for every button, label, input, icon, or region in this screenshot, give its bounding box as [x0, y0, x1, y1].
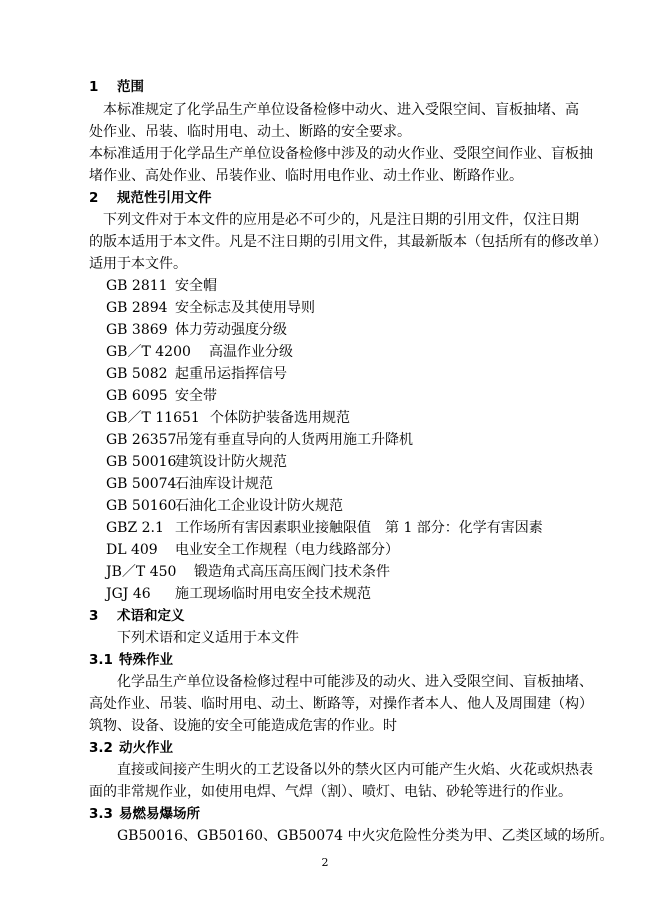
- subsection-title: 特殊作业: [119, 652, 173, 668]
- standard-title: 石油化工企业设计防火规范: [175, 498, 343, 514]
- reference-item: [106, 473, 273, 495]
- reference-item: [106, 275, 217, 297]
- reference-item: [106, 385, 217, 407]
- paragraph-line: 本标准规定了化学品生产单位设备检修中动火、进入受限空间、盲板抽堵、高: [103, 102, 579, 118]
- section-number: 1: [89, 79, 99, 95]
- standard-title: 建筑设计防火规范: [175, 454, 287, 470]
- subsection-title: 动火作业: [119, 740, 173, 756]
- reference-item: [106, 451, 287, 473]
- reference-item: [106, 517, 543, 539]
- subsection-number: 3.2: [89, 740, 113, 756]
- standard-code: GB 50016: [106, 454, 177, 470]
- paragraph-line: 处作业、吊装、临时用电、动土、断路的安全要求。: [89, 124, 411, 140]
- standard-code: GB 3869: [106, 322, 168, 338]
- standard-code: GBZ 2.1: [106, 520, 164, 536]
- standard-code: GB 2811: [106, 278, 168, 294]
- standard-code: GB 6095: [106, 388, 168, 404]
- standard-title: 安全帽: [175, 278, 217, 294]
- paragraph-line: 化学品生产单位设备检修过程中可能涉及的动火、进入受限空间、盲板抽堵、: [117, 674, 593, 690]
- standard-code: GB／T 4200: [106, 344, 191, 360]
- standard-title: 吊笼有垂直导向的人货两用施工升降机: [175, 432, 413, 448]
- reference-item: [106, 429, 413, 451]
- standard-code: DL 409: [106, 542, 158, 558]
- page-number: 2: [321, 856, 329, 869]
- standard-code: GB 26357: [106, 432, 177, 448]
- standard-title: 电业安全工作规程（电力线路部分）: [175, 542, 399, 558]
- paragraph-line: 高处作业、吊装、临时用电、动土、断路等，对操作者本人、他人及周围建（构）: [89, 696, 593, 712]
- standard-title: 起重吊运指挥信号: [175, 366, 287, 382]
- reference-item: [106, 561, 390, 583]
- standard-title: 安全标志及其使用导则: [175, 300, 315, 316]
- subsection-3-3-heading: [89, 803, 200, 825]
- section-title: 范围: [117, 79, 144, 95]
- paragraph-line: 直接或间接产生明火的工艺设备以外的禁火区内可能产生火焰、火花或炽热表: [117, 762, 593, 778]
- section-title: 规范性引用文件: [117, 190, 212, 206]
- standard-code: GB 2894: [106, 300, 168, 316]
- paragraph-line: 的版本适用于本文件。凡是不注日期的引用文件，其最新版本（包括所有的修改单）: [89, 234, 607, 250]
- paragraph-line: GB50016、GB50160、GB50074 中火灾危险性分类为甲、乙类区域的场所。: [117, 828, 614, 844]
- subsection-title: 易燃易爆场所: [119, 806, 200, 822]
- standard-code: JB／T 450: [106, 564, 177, 580]
- standard-code: GB 50160: [106, 498, 177, 514]
- paragraph-line: 面的非常规作业，如使用电焊、气焊（割）、喷灯、电钻、砂轮等进行的作业。: [89, 784, 572, 800]
- standard-title: 高温作业分级: [209, 344, 293, 360]
- paragraph-line: 下列文件对于本文件的应用是必不可少的，凡是注日期的引用文件，仅注日期: [103, 212, 579, 228]
- standard-title: 石油库设计规范: [175, 476, 273, 492]
- reference-item: [106, 583, 371, 605]
- reference-item: [106, 363, 287, 385]
- reference-item: [106, 319, 287, 341]
- section-number: 3: [89, 608, 99, 624]
- subsection-number: 3.1: [89, 652, 113, 668]
- reference-item: [106, 341, 293, 363]
- paragraph-line: 适用于本文件。: [89, 256, 187, 272]
- standard-code: GB／T 11651: [106, 410, 200, 426]
- subsection-number: 3.3: [89, 806, 113, 822]
- section-3-heading: [89, 605, 185, 627]
- standard-code: JGJ 46: [106, 586, 151, 602]
- section-title: 术语和定义: [117, 608, 185, 624]
- section-1-heading: [89, 76, 144, 98]
- standard-code: GB 50074: [106, 476, 177, 492]
- subsection-3-1-heading: [89, 649, 173, 671]
- reference-item: [106, 495, 343, 517]
- paragraph-line: 本标准适用于化学品生产单位设备检修中涉及的动火作业、受限空间作业、盲板抽: [89, 146, 593, 162]
- standard-title: 体力劳动强度分级: [175, 322, 287, 338]
- standard-title: 个体防护装备选用规范: [210, 410, 350, 426]
- paragraph-line: 堵作业、高处作业、吊装作业、临时用电作业、动土作业、断路作业。: [89, 168, 523, 184]
- standard-title: 安全带: [175, 388, 217, 404]
- section-2-heading: [89, 187, 212, 209]
- reference-item: [106, 539, 399, 561]
- standard-title: 锻造角式高压高压阀门技术条件: [194, 564, 390, 580]
- standard-title: 工作场所有害因素职业接触限值 第 1 部分：化学有害因素: [175, 520, 543, 536]
- paragraph-line: 筑物、设备、设施的安全可能造成危害的作业。时: [89, 718, 397, 734]
- subsection-3-2-heading: [89, 737, 173, 759]
- reference-item: [106, 407, 350, 429]
- paragraph-line: 下列术语和定义适用于本文件: [117, 630, 299, 646]
- standard-code: GB 5082: [106, 366, 168, 382]
- reference-item: [106, 297, 315, 319]
- section-number: 2: [89, 190, 99, 206]
- standard-title: 施工现场临时用电安全技术规范: [175, 586, 371, 602]
